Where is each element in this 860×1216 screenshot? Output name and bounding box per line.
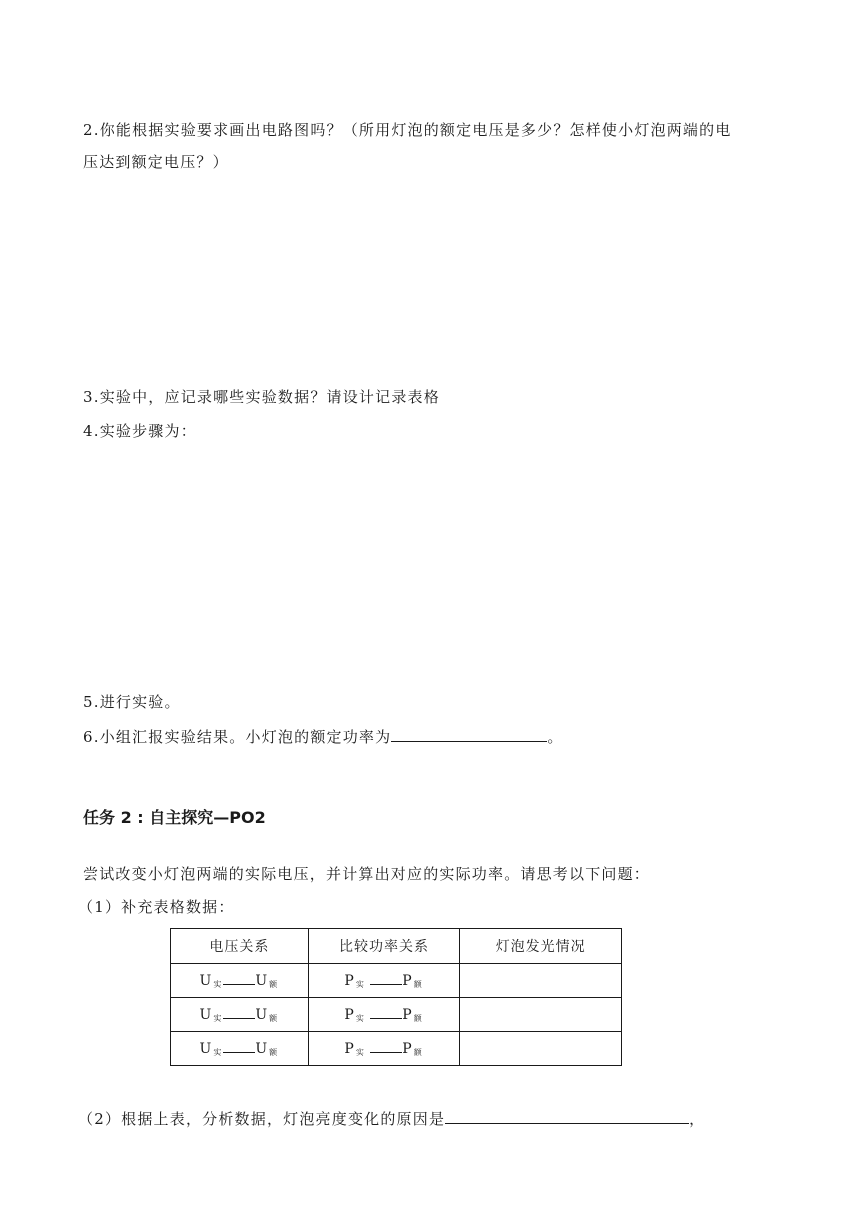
power-relation-cell[interactable]: P $_实$ P $_额$ bbox=[308, 964, 460, 998]
sub-question-2 bbox=[78, 1108, 705, 1129]
table-row bbox=[171, 964, 622, 998]
voltage-relation-cell[interactable]: U $_实$ U $_额$ bbox=[171, 1032, 309, 1066]
header-power-relation: 比较功率关系 bbox=[308, 929, 460, 964]
question-6-text: 6.小组汇报实验结果。小灯泡的额定功率为 bbox=[83, 728, 392, 746]
question-5: 5.进行实验。 bbox=[83, 693, 181, 711]
voltage-relation-cell[interactable]: U $_实$ U $_额$ bbox=[171, 964, 309, 998]
brightness-cell[interactable] bbox=[460, 998, 622, 1032]
brightness-cell[interactable] bbox=[460, 1032, 622, 1066]
table-header-row bbox=[171, 929, 622, 964]
sub-question-1: （1）补充表格数据： bbox=[78, 898, 235, 916]
header-voltage-relation: 电压关系 bbox=[171, 929, 309, 964]
power-relation-cell[interactable]: P $_实$ P $_额$ bbox=[308, 1032, 460, 1066]
table-row bbox=[171, 1032, 622, 1066]
task-2-intro: 尝试改变小灯泡两端的实际电压，并计算出对应的实际功率。请思考以下问题： bbox=[83, 865, 651, 883]
results-table bbox=[170, 928, 622, 1066]
rated-power-blank[interactable] bbox=[391, 726, 547, 742]
question-2-line-1: 2.你能根据实验要求画出电路图吗？（所用灯泡的额定电压是多少？怎样使小灯泡两端的电 bbox=[83, 121, 732, 139]
power-relation-cell[interactable]: P $_实$ P $_额$ bbox=[308, 998, 460, 1032]
question-6-end: 。 bbox=[547, 728, 564, 746]
question-2-line-2: 压达到额定电压？） bbox=[83, 153, 229, 171]
brightness-reason-blank[interactable] bbox=[445, 1108, 689, 1124]
question-6 bbox=[83, 726, 564, 747]
sub-question-2-text: （2）根据上表，分析数据，灯泡亮度变化的原因是 bbox=[78, 1110, 446, 1128]
question-4: 4.实验步骤为： bbox=[83, 422, 197, 440]
table-row bbox=[171, 998, 622, 1032]
sub-question-2-end: ， bbox=[689, 1110, 706, 1128]
task-2-heading: 任务 2 : 自主探究—PO2 bbox=[83, 808, 266, 827]
question-3: 3.实验中，应记录哪些实验数据？请设计记录表格 bbox=[83, 388, 440, 406]
voltage-relation-cell[interactable]: U $_实$ U $_额$ bbox=[171, 998, 309, 1032]
header-bulb-brightness: 灯泡发光情况 bbox=[460, 929, 622, 964]
brightness-cell[interactable] bbox=[460, 964, 622, 998]
